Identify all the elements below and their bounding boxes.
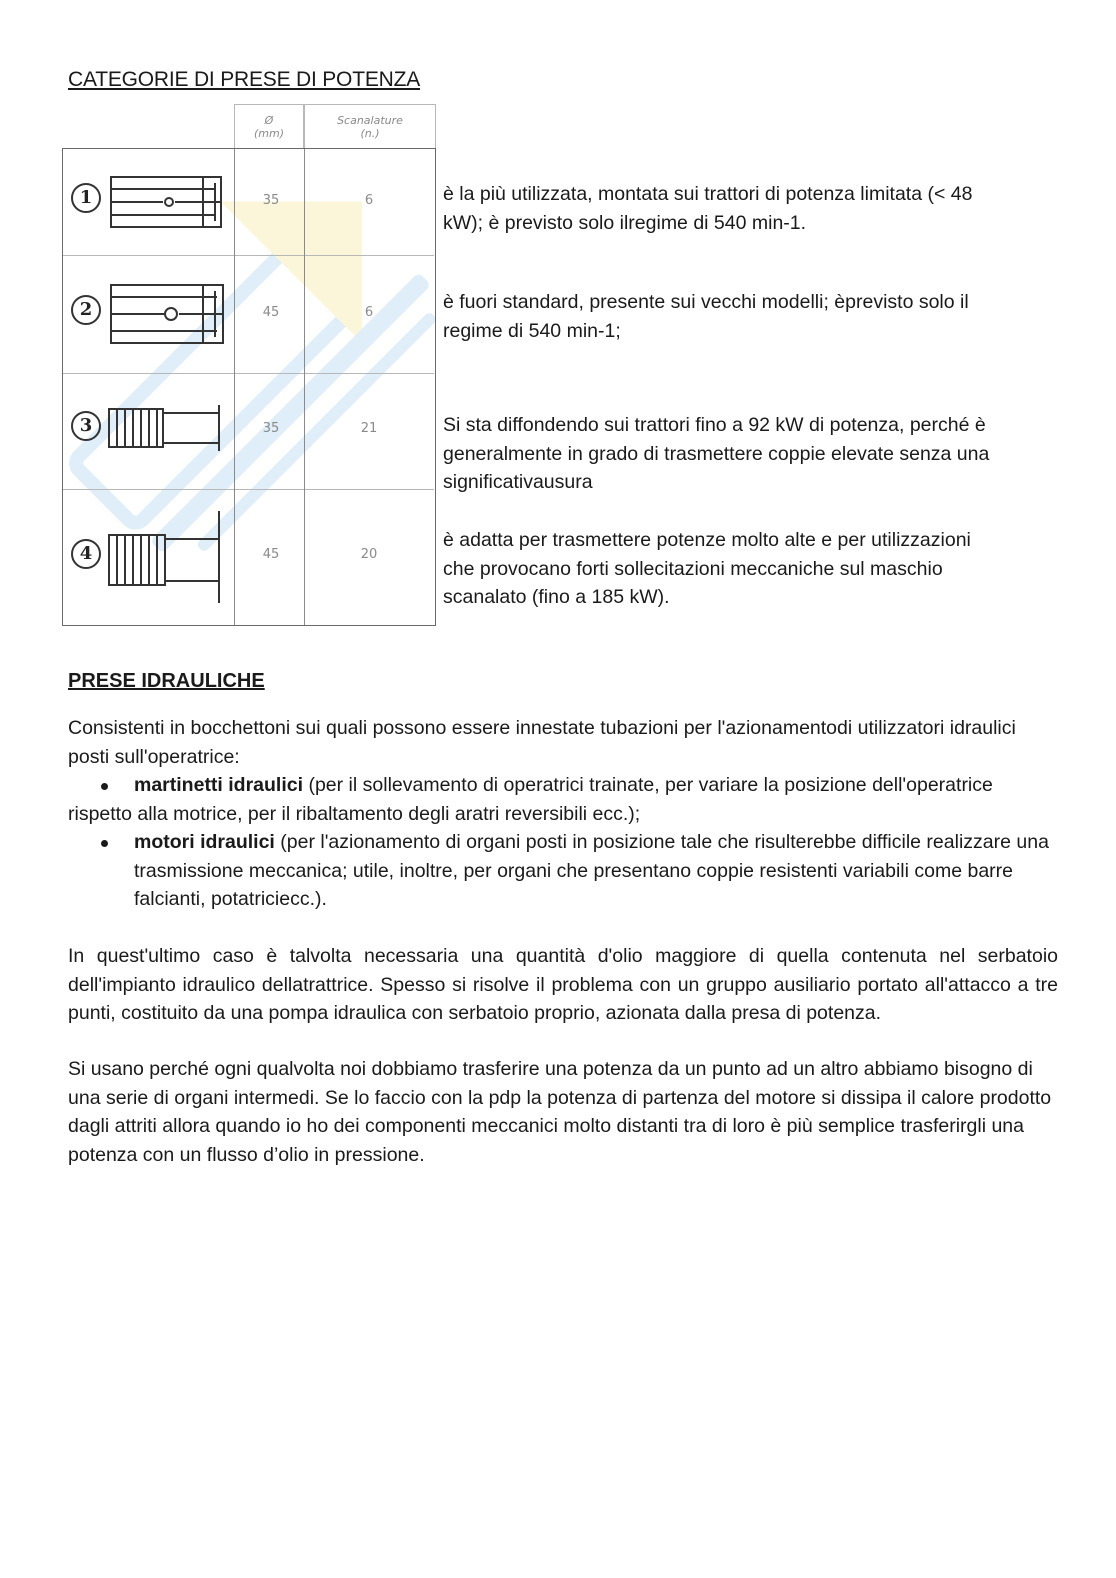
table-row — [63, 255, 434, 374]
splines-value: 6 — [364, 193, 374, 208]
list-item-text: (per l'azionamento di organi posti in posizione tale che risulterebbe difficile realizzare una trasmissione meccanica; utile, inoltre, per organi che presentano coppie resistenti variabili come barre falcianti, potatriciecc.). — [134, 831, 1049, 910]
list-item-term: martinetti idraulici — [134, 774, 304, 796]
pto-grid — [62, 148, 436, 626]
row-number-badge: 3 — [71, 411, 101, 441]
bullet-icon — [101, 840, 108, 847]
splines-value: 21 — [360, 421, 378, 436]
section-title: CATEGORIE DI PRESE DI POTENZA — [68, 68, 421, 91]
pto-shaft-six-spline-icon — [103, 169, 229, 235]
diameter-value: 35 — [262, 193, 280, 208]
splines-value: 20 — [360, 547, 378, 562]
list-item-term: motori idraulici — [134, 831, 275, 853]
pto-table — [60, 104, 440, 630]
list-item-text: (per il sollevamento di operatrici trainate, per variare la posizione dell'operatrice rispetto alla motrice, per il ribaltamento degli aratri reversibili ecc.); — [68, 774, 993, 825]
table-row — [63, 489, 434, 625]
hydraulic-paragraph: In quest'ultimo caso è talvolta necessaria una quantità d'olio maggiore di quella contenuta nel serbatoio dell'impianto idraulico dellatrattrice. Spesso si risolve il problema con un gruppo ausiliario portato all'attacco a tre punti, costituito da una pompa idraulica con serbatoio proprio, azionata dalla presa di potenza. — [68, 945, 1058, 1024]
row-number-badge: 1 — [71, 183, 101, 213]
splines-header — [304, 104, 436, 148]
bullet-icon — [101, 783, 108, 790]
hydraulic-intro: Consistenti in bocchettoni sui quali possono essere innestate tubazioni per l'azionamentodi utilizzatori idraulici posti sull'operatrice: — [68, 717, 1016, 768]
diameter-value: 45 — [262, 547, 280, 562]
row-description: è fuori standard, presente sui vecchi modelli; èprevisto solo il regime di 540 min-1; — [443, 291, 969, 342]
hydraulic-list — [68, 771, 1058, 914]
diameter-header — [234, 104, 304, 148]
splines-label: Scanalature — [337, 114, 403, 127]
list-item — [68, 771, 1058, 828]
table-row — [63, 149, 434, 256]
pto-shaft-six-spline-large-icon — [103, 279, 229, 349]
pto-shaft-twentyone-spline-icon — [103, 395, 229, 461]
pto-shaft-twenty-spline-icon — [103, 507, 229, 607]
hydraulic-paragraph: Si usano perché ogni qualvolta noi dobbiamo trasferire una potenza da un punto ad un altro abbiamo bisogno di una serie di organi intermedi. Se lo faccio con la pdp la potenza di partenza del motore si dissipa il calore prodotto dagli attriti allora quando io ho dei componenti meccanici molto distanti tra di loro è più semplice trasferirgli una potenza con un flusso d’olio in pressione. — [68, 1058, 1052, 1166]
table-row — [63, 373, 434, 490]
hydraulic-title: PRESE IDRAULICHE — [68, 670, 265, 692]
diameter-symbol: Ø — [264, 114, 274, 127]
diameter-value: 45 — [262, 305, 280, 320]
row-number-badge: 2 — [71, 295, 101, 325]
splines-value: 6 — [364, 305, 374, 320]
diameter-unit: (mm) — [253, 127, 284, 140]
row-description: è adatta per trasmettere potenze molto alte e per utilizzazioni che provocano forti sollecitazioni meccaniche sul maschio scanalato (fino a 185 kW). — [443, 529, 971, 608]
row-description: è la più utilizzata, montata sui trattori di potenza limitata (< 48 kW); è previsto solo ilregime di 540 min-1. — [443, 183, 973, 234]
splines-unit: (n.) — [360, 127, 380, 140]
row-description: Si sta diffondendo sui trattori fino a 92 kW di potenza, perché è generalmente in grado di trasmettere coppie elevate senza una significativausura — [443, 414, 990, 493]
diameter-value: 35 — [262, 421, 280, 436]
row-number-badge: 4 — [71, 539, 101, 569]
list-item — [68, 828, 1058, 914]
